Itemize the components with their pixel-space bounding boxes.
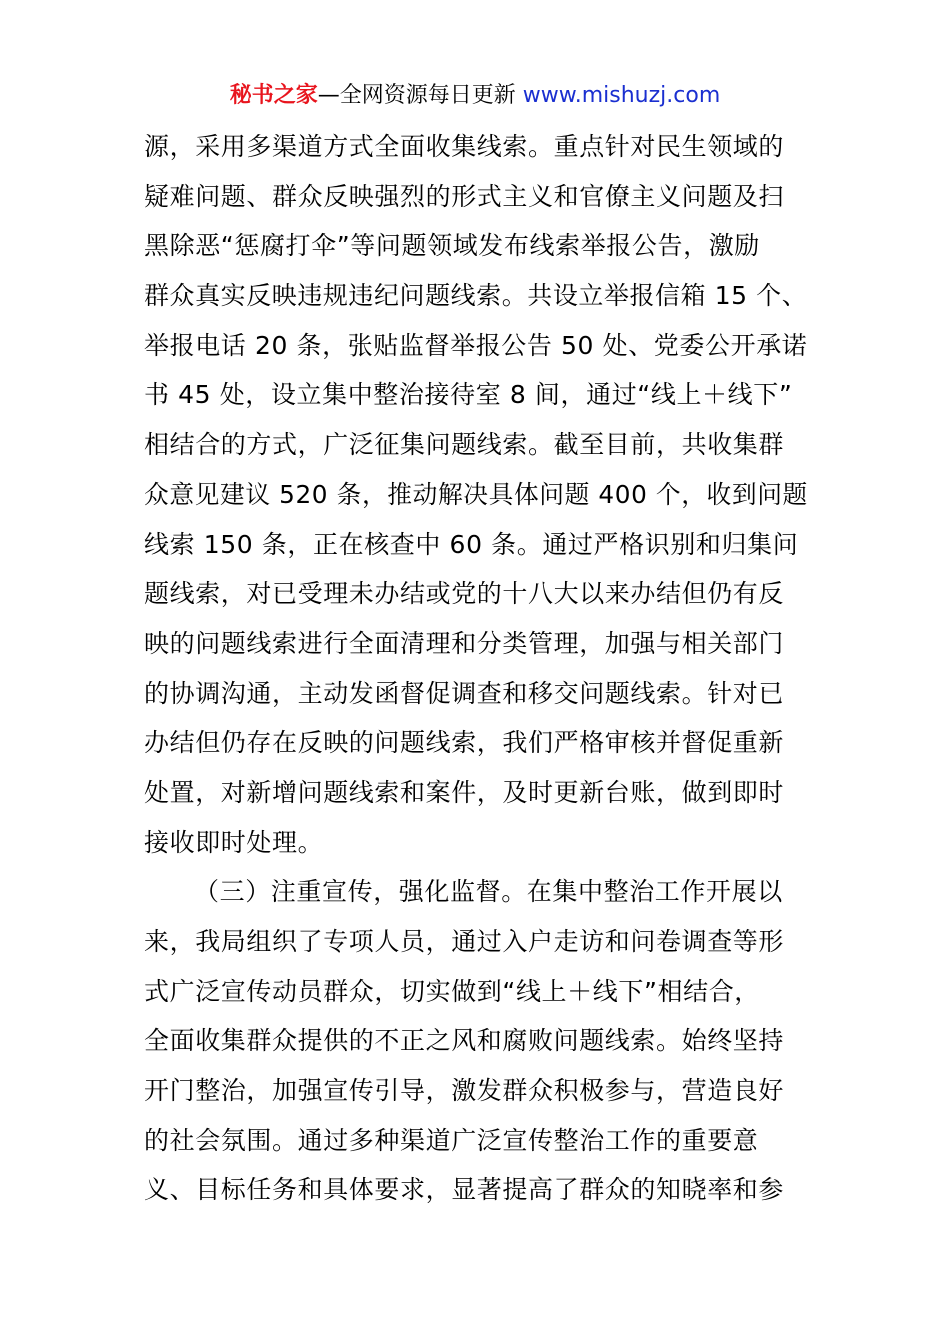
body-line: 来，我局组织了专项人员，通过入户走访和问卷调查等形 (144, 927, 785, 956)
body-line: 源，采用多渠道方式全面收集线索。重点针对民生领域的 (144, 132, 785, 161)
site-url-link[interactable]: www.mishuzj.com (522, 83, 721, 108)
body-line: 义、目标任务和具体要求，显著提高了群众的知晓率和参 (144, 1175, 785, 1205)
body-line: 接收即时处理。 (144, 827, 324, 857)
site-tagline: —全网资源每日更新 (317, 83, 523, 108)
body-line: 的协调沟通，主动发函督促调查和移交问题线索。针对已 (144, 678, 785, 708)
body-line: 题线索，对已受理未办结或党的十八大以来办结但仍有反 (144, 579, 785, 609)
body-line: 开门整治，加强宣传引导，激发群众积极参与，营造良好 (144, 1076, 785, 1106)
body-line: 众意见建议 520 条，推动解决具体问题 400 个，收到问题 (144, 479, 808, 509)
body-line: 举报电话 20 条，张贴监督举报公告 50 处、党委公开承诺 (144, 330, 808, 360)
body-line: 的社会氛围。通过多种渠道广泛宣传整治工作的重要意 (144, 1125, 759, 1155)
document-body (144, 130, 808, 1223)
body-line: 处置，对新增问题线索和案件，及时更新台账，做到即时 (144, 777, 785, 807)
body-line: 线索 150 条，正在核查中 60 条。通过严格识别和归集问 (144, 529, 799, 559)
site-brand: 秘书之家 (229, 83, 318, 108)
body-line: 映的问题线索进行全面清理和分类管理，加强与相关部门 (144, 628, 785, 658)
site-header (0, 80, 950, 112)
body-line: 疑难问题、群众反映强烈的形式主义和官僚主义问题及扫 (144, 181, 785, 211)
body-line: 黑除恶“惩腐打伞”等问题领域发布线索举报公告，激励 (144, 231, 760, 261)
body-line: 相结合的方式，广泛征集问题线索。截至目前，共收集群 (144, 430, 785, 460)
body-line: 书 45 处，设立集中整治接待室 8 间，通过“线上＋线下” (144, 380, 793, 410)
body-line: 全面收集群众提供的不正之风和腐败问题线索。始终坚持 (144, 1026, 785, 1056)
body-line: 式广泛宣传动员群众，切实做到“线上＋线下”相结合， (144, 976, 760, 1006)
section-heading-line: （三）注重宣传，强化监督。在集中整治工作开展以 (194, 877, 783, 907)
body-line: 群众真实反映违规违纪问题线索。共设立举报信箱 15 个、 (144, 281, 808, 311)
body-line: 办结但仍存在反映的问题线索，我们严格审核并督促重新 (144, 728, 785, 758)
